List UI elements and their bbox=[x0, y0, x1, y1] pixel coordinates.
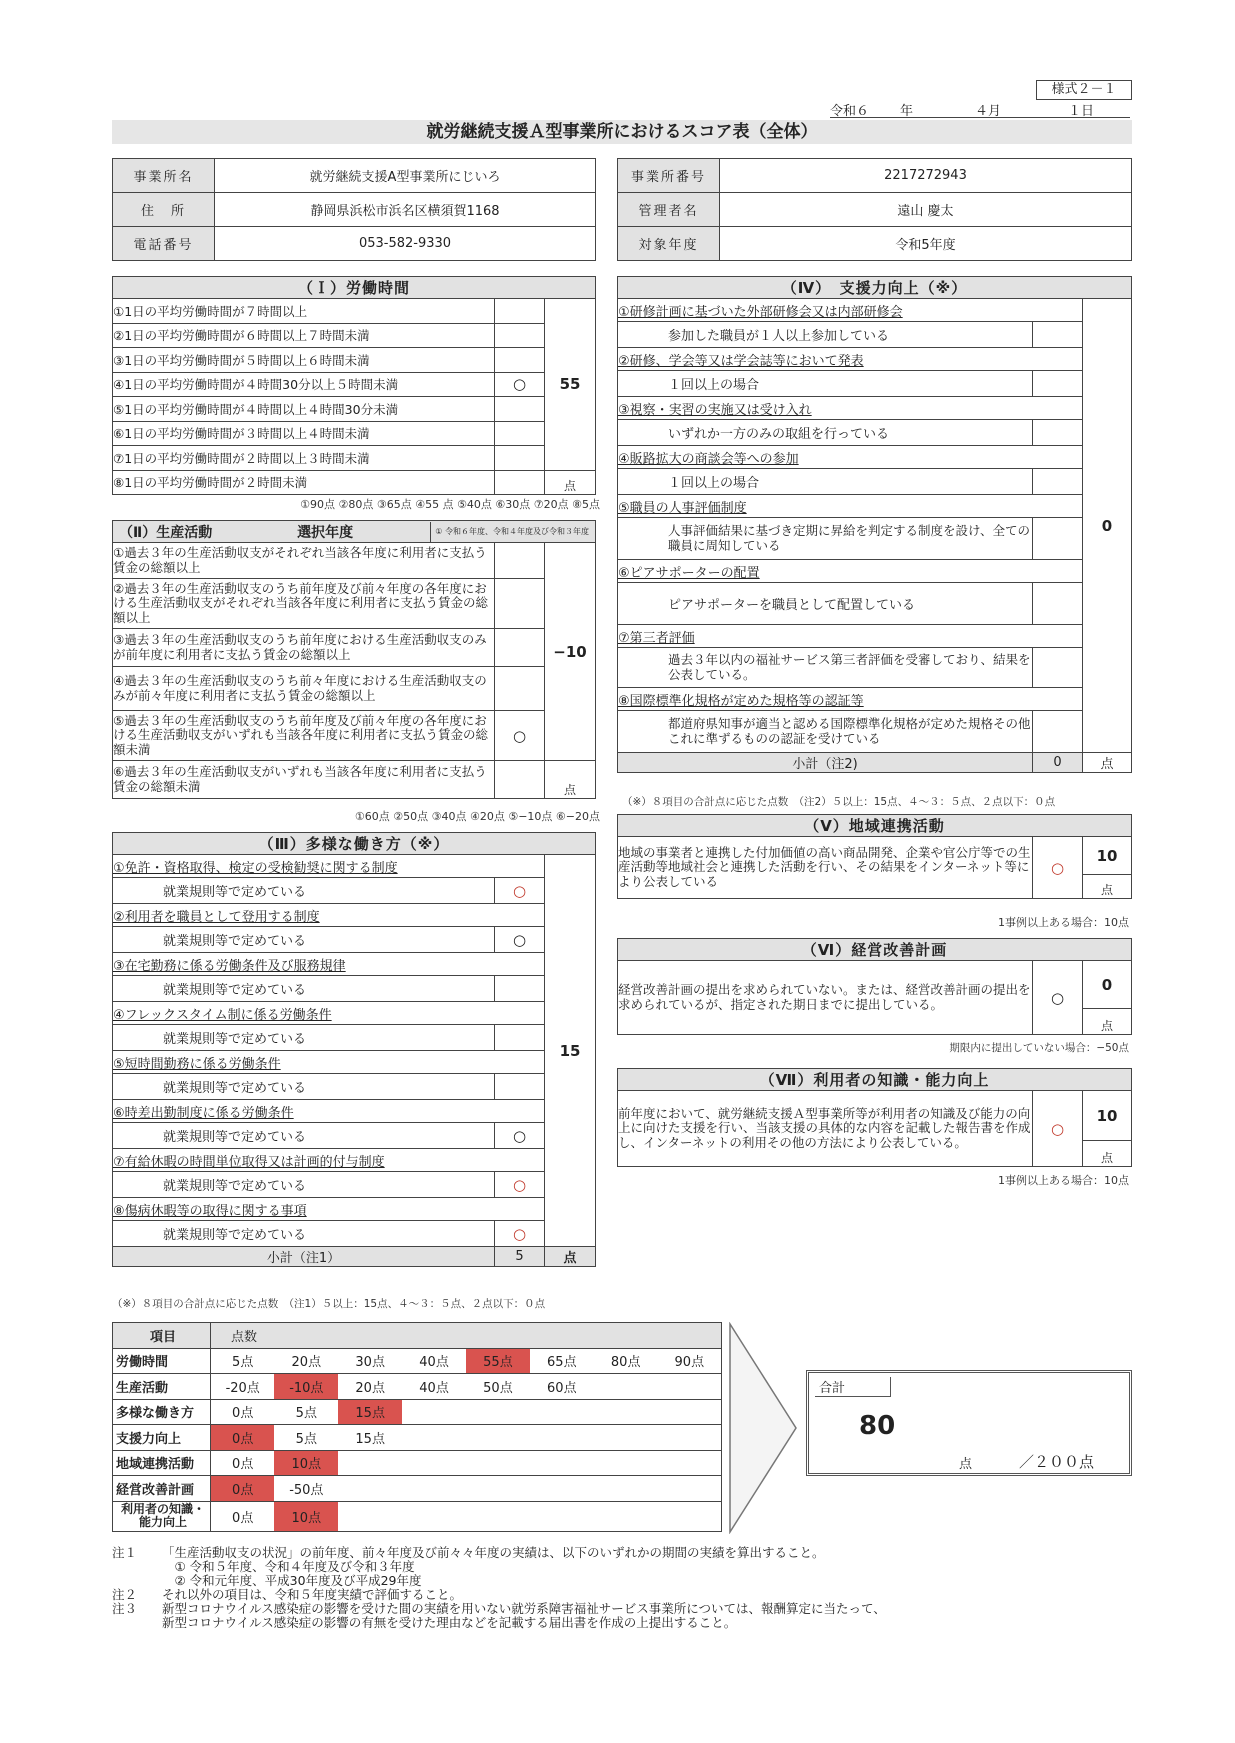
summary-cell-selected: 0点 bbox=[211, 1476, 275, 1502]
note-line: ① 令和５年度、令和４年度及び令和３年度 bbox=[162, 1559, 415, 1574]
info-label: 電話番号 bbox=[113, 227, 215, 261]
facility-phone: 053-582-9330 bbox=[215, 227, 596, 261]
note-line: 注３ 新型コロナウイルス感染症の影響を受けた間の実績を用いない就労系障害福祉サービス事業所については、報酬算定に当たって、 bbox=[112, 1601, 886, 1616]
unit-label: 点 bbox=[1083, 1009, 1132, 1035]
summary-cell: 90点 bbox=[658, 1348, 722, 1374]
criteria-row: ③過去３年の生産活動収支のうち前年度における生産活動収支のみが前年度に利用者に支払う賃金の総額以上 bbox=[113, 629, 495, 667]
score-value: 10 bbox=[1083, 1091, 1132, 1141]
summary-header-item: 項目 bbox=[113, 1323, 211, 1349]
criteria-row: ⑥1日の平均労働時間が３時間以上４時間未満 bbox=[113, 421, 495, 446]
total-unit: 点 bbox=[959, 1457, 973, 1472]
item-criteria: １回以上の場合 bbox=[618, 469, 1033, 495]
score-summary-table bbox=[112, 1322, 722, 1532]
check-mark: ○ bbox=[495, 1123, 545, 1149]
total-label: 合計 bbox=[815, 1377, 891, 1397]
item-heading: ⑤短時間勤務に係る労働条件 bbox=[113, 1051, 545, 1074]
item-criteria: 就業規則等で定めている bbox=[113, 1172, 495, 1198]
unit-label: 点 bbox=[545, 1247, 596, 1267]
note-line: 注１ 「生産活動収支の状況」の前年度、前々年度及び前々々年度の実績は、以下のいずれかの期間の実績を算出すること。 bbox=[112, 1545, 825, 1560]
summary-cell: -50点 bbox=[274, 1476, 338, 1502]
summary-cell: 5点 bbox=[211, 1348, 275, 1374]
section-note: （※）８項目の合計点に応じた点数 （注2）５以上：15点、４〜３：５点、２点以下：０点 bbox=[622, 796, 1056, 808]
date-era: 令和６ bbox=[830, 104, 870, 119]
item-criteria: 就業規則等で定めている bbox=[113, 976, 495, 1002]
check-mark: ○ bbox=[495, 927, 545, 953]
summary-cell: 20点 bbox=[274, 1348, 338, 1374]
item-criteria: 経営改善計画の提出を求められていない。または、経営改善計画の提出を求められているが、指定された期日までに提出している。 bbox=[618, 961, 1033, 1035]
check-mark: ○ bbox=[495, 878, 545, 904]
score-value: −10 bbox=[545, 543, 596, 761]
unit-label: 点 bbox=[1083, 875, 1132, 899]
target-year: 令和5年度 bbox=[720, 227, 1132, 261]
total-box bbox=[806, 1370, 1132, 1476]
unit-label: 点 bbox=[1083, 753, 1132, 773]
check-mark bbox=[495, 1025, 545, 1051]
item-criteria: 参加した職員が１人以上参加している bbox=[618, 322, 1033, 348]
item-criteria: １回以上の場合 bbox=[618, 371, 1033, 397]
total-value: 80 bbox=[859, 1411, 896, 1441]
summary-cell: 60点 bbox=[530, 1374, 594, 1400]
summary-cell: 30点 bbox=[338, 1348, 402, 1374]
section-title: （Ⅲ）多様な働き方（※） bbox=[113, 833, 596, 855]
summary-row-label: 生産活動 bbox=[113, 1374, 211, 1400]
check-mark: ○ bbox=[495, 372, 545, 397]
item-criteria: 前年度において、就労継続支援Ａ型事業所等が利用者の知識及び能力の向上に向けた支援を行い、当該支援の具体的な内容を記載した報告書を作成し、インターネットの利用その他の方法により公表している。 bbox=[618, 1091, 1033, 1167]
item-heading: ⑦第三者評価 bbox=[618, 625, 1083, 648]
section-user-skills bbox=[617, 1068, 1132, 1167]
info-right-table bbox=[617, 158, 1132, 261]
date-month: ４月 bbox=[975, 104, 1002, 119]
facility-address: 静岡県浜松市浜名区横須賀1168 bbox=[215, 193, 596, 227]
summary-cell: 65点 bbox=[530, 1348, 594, 1374]
item-heading: ⑥ピアサポーターの配置 bbox=[618, 560, 1083, 583]
criteria-row: ②1日の平均労働時間が６時間以上７時間未満 bbox=[113, 323, 495, 348]
section-support-capacity bbox=[617, 276, 1132, 773]
item-heading: ②研修、学会等又は学会誌等において発表 bbox=[618, 348, 1083, 371]
summary-cell: 5点 bbox=[274, 1425, 338, 1451]
page-title: 就労継続支援Ａ型事業所におけるスコア表（全体） bbox=[112, 120, 1132, 144]
criteria-row: ⑤過去３年の生産活動収支のうち前年度及び前々年度の各年度における生産活動収支がいずれも当該各年度に利用者に支払う賃金の総額未満 bbox=[113, 711, 495, 761]
section-title: （Ⅶ）利用者の知識・能力向上 bbox=[618, 1069, 1132, 1091]
check-mark: ○ bbox=[495, 711, 545, 761]
item-heading: ⑧国際標準化規格が定めた規格等の認証等 bbox=[618, 688, 1083, 711]
item-heading: ③視察・実習の実施又は受け入れ bbox=[618, 397, 1083, 420]
criteria-row: ⑥過去３年の生産活動収支がいずれも当該各年度に利用者に支払う賃金の総額未満 bbox=[113, 761, 495, 799]
summary-cell-selected: 0点 bbox=[211, 1425, 275, 1451]
item-heading: ⑦有給休暇の時間単位取得又は計画的付与制度 bbox=[113, 1149, 545, 1172]
section-note: （※）８項目の合計点に応じた点数 （注1）５以上：15点、４〜３：５点、２点以下：０点 bbox=[112, 1298, 546, 1310]
selected-year-note: ① 令和６年度、令和４年度及び令和３年度 bbox=[430, 522, 589, 542]
summary-cell-selected: 10点 bbox=[274, 1501, 338, 1531]
item-criteria: 過去３年以内の福祉サービス第三者評価を受審しており、結果を公表している。 bbox=[618, 648, 1033, 688]
date-year: 年 bbox=[900, 104, 914, 119]
criteria-row: ④過去３年の生産活動収支のうち前々年度における生産活動収支のみが前々年度に利用者に支払う賃金の総額以上 bbox=[113, 667, 495, 711]
info-label: 住 所 bbox=[113, 193, 215, 227]
criteria-row: ③1日の平均労働時間が５時間以上６時間未満 bbox=[113, 348, 495, 373]
item-heading: ③在宅勤務に係る労働条件及び服務規律 bbox=[113, 953, 545, 976]
unit-label: 点 bbox=[545, 470, 596, 495]
section-diverse-work bbox=[112, 832, 596, 1267]
item-criteria: 就業規則等で定めている bbox=[113, 927, 495, 953]
section-note: ①60点 ②50点 ③40点 ④20点 ⑤−10点 ⑥−20点 bbox=[354, 810, 600, 823]
summary-cell-selected: -10点 bbox=[274, 1374, 338, 1400]
info-label: 事業所名 bbox=[113, 159, 215, 193]
item-criteria: 人事評価結果に基づき定期に昇給を判定する制度を設け、全ての職員に周知している bbox=[618, 518, 1033, 560]
summary-cell: 15点 bbox=[338, 1425, 402, 1451]
info-label: 対象年度 bbox=[618, 227, 720, 261]
subtotal-value: 0 bbox=[1033, 753, 1083, 773]
summary-cell: 5点 bbox=[274, 1399, 338, 1425]
date-day: １日 bbox=[1068, 104, 1095, 119]
summary-row bbox=[113, 1399, 722, 1425]
summary-row bbox=[113, 1374, 722, 1400]
summary-row bbox=[113, 1425, 722, 1451]
item-criteria: ピアサポーターを職員として配置している bbox=[618, 583, 1033, 625]
item-criteria: 就業規則等で定めている bbox=[113, 1025, 495, 1051]
item-criteria: いずれか一方のみの取組を行っている bbox=[618, 420, 1033, 446]
item-heading: ⑤職員の人事評価制度 bbox=[618, 495, 1083, 518]
check-mark: ○ bbox=[1033, 961, 1083, 1035]
item-criteria: 地域の事業者と連携した付加価値の高い商品開発、企業や官公庁等での生産活動等地域社会と連携した活動を行い、その結果をインターネット等により公表している bbox=[618, 837, 1033, 899]
section-working-hours bbox=[112, 276, 596, 495]
check-mark bbox=[495, 1074, 545, 1100]
note-line: ② 令和元年度、平成30年度及び平成29年度 bbox=[162, 1573, 422, 1588]
subtotal-label: 小計（注1） bbox=[113, 1247, 495, 1267]
item-criteria: 都道府県知事が適当と認める国際標準化規格が定めた規格その他これに準ずるものの認証を受けている bbox=[618, 711, 1033, 753]
item-heading: ④販路拡大の商談会等への参加 bbox=[618, 446, 1083, 469]
summary-row-label: 地域連携活動 bbox=[113, 1450, 211, 1476]
manager-name: 遠山 慶太 bbox=[720, 193, 1132, 227]
facility-name: 就労継続支援A型事業所にじいろ bbox=[215, 159, 596, 193]
subtotal-label: 小計（注2) bbox=[618, 753, 1033, 773]
section-regional-collaboration bbox=[617, 814, 1132, 899]
criteria-row: ①1日の平均労働時間が７時間以上 bbox=[113, 299, 495, 324]
item-heading: ⑧傷病休暇等の取得に関する事項 bbox=[113, 1198, 545, 1221]
summary-cell: 0点 bbox=[211, 1501, 275, 1531]
criteria-row: ①過去３年の生産活動収支がそれぞれ当該各年度に利用者に支払う賃金の総額以上 bbox=[113, 543, 495, 579]
note-line: 新型コロナウイルス感染症の影響の有無を受けた理由などを記載する届出書を作成の上提出すること。 bbox=[162, 1615, 737, 1630]
facility-number: 2217272943 bbox=[720, 159, 1132, 193]
score-value: 0 bbox=[1083, 961, 1132, 1009]
summary-row-label: 利用者の知識・能力向上 bbox=[113, 1501, 211, 1531]
check-mark: ○ bbox=[1033, 1091, 1083, 1167]
note-line: 注２ それ以外の項目は、令和５年度実績で評価すること。 bbox=[112, 1587, 463, 1602]
section-management-plan bbox=[617, 938, 1132, 1035]
section-title: （Ｉ）労働時間 bbox=[113, 277, 596, 299]
criteria-row: ⑧1日の平均労働時間が２時間未満 bbox=[113, 470, 495, 495]
notes-block bbox=[112, 1546, 1132, 1630]
item-heading: ②利用者を職員として登用する制度 bbox=[113, 904, 545, 927]
summary-row-label: 多様な働き方 bbox=[113, 1399, 211, 1425]
item-criteria: 就業規則等で定めている bbox=[113, 1123, 495, 1149]
summary-cell: 40点 bbox=[402, 1374, 466, 1400]
summary-cell: 20点 bbox=[338, 1374, 402, 1400]
unit-label: 点 bbox=[1083, 1141, 1132, 1167]
summary-row-label: 労働時間 bbox=[113, 1348, 211, 1374]
section-title: （Ⅴ）地域連携活動 bbox=[618, 815, 1132, 837]
summary-cell: 0点 bbox=[211, 1450, 275, 1476]
check-mark: ○ bbox=[495, 1172, 545, 1198]
item-heading: ⑥時差出勤制度に係る労働条件 bbox=[113, 1100, 545, 1123]
summary-row bbox=[113, 1450, 722, 1476]
summary-row bbox=[113, 1476, 722, 1502]
item-heading: ①研修計画に基づいた外部研修会又は内部研修会 bbox=[618, 299, 1083, 322]
section-note: ①90点 ②80点 ③65点 ④55 点 ⑤40点 ⑥30点 ⑦20点 ⑧5点 bbox=[300, 498, 600, 511]
item-criteria: 就業規則等で定めている bbox=[113, 1074, 495, 1100]
section-note: 1事例以上ある場合：10点 bbox=[998, 916, 1129, 929]
arrow-right-icon bbox=[728, 1322, 798, 1534]
summary-cell: 50点 bbox=[466, 1374, 530, 1400]
summary-row-label: 支援力向上 bbox=[113, 1425, 211, 1451]
summary-row bbox=[113, 1501, 722, 1531]
summary-cell-selected: 15点 bbox=[338, 1399, 402, 1425]
section-title: （Ⅱ）生産活動 bbox=[119, 524, 213, 541]
summary-cell-selected: 55点 bbox=[466, 1348, 530, 1374]
criteria-row: ④1日の平均労働時間が４時間30分以上５時間未満 bbox=[113, 372, 495, 397]
summary-row-label: 経営改善計画 bbox=[113, 1476, 211, 1502]
date-line bbox=[830, 100, 1130, 118]
summary-cell: 0点 bbox=[211, 1399, 275, 1425]
info-left-table bbox=[112, 158, 596, 261]
criteria-row: ②過去３年の生産活動収支のうち前年度及び前々年度の各年度における生産活動収支がそれぞれ当該各年度に利用者に支払う賃金の総額以上 bbox=[113, 579, 495, 629]
info-label: 管理者名 bbox=[618, 193, 720, 227]
check-mark bbox=[495, 976, 545, 1002]
check-mark: ○ bbox=[1033, 837, 1083, 899]
item-heading: ④フレックスタイム制に係る労働条件 bbox=[113, 1002, 545, 1025]
score-value: 10 bbox=[1083, 837, 1132, 875]
item-criteria: 就業規則等で定めている bbox=[113, 1221, 495, 1247]
section-note: 期限内に提出していない場合：−50点 bbox=[949, 1042, 1129, 1054]
form-id: 様式２－１ bbox=[1036, 80, 1132, 100]
summary-row bbox=[113, 1348, 722, 1374]
summary-cell: 40点 bbox=[402, 1348, 466, 1374]
criteria-row: ⑦1日の平均労働時間が２時間以上３時間未満 bbox=[113, 446, 495, 471]
summary-header-score: 点数 bbox=[211, 1323, 722, 1349]
summary-cell-selected: 10点 bbox=[274, 1450, 338, 1476]
subtotal-value: 5 bbox=[495, 1247, 545, 1267]
section-note: 1事例以上ある場合：10点 bbox=[998, 1174, 1129, 1187]
item-heading: ①免許・資格取得、検定の受検勧奨に関する制度 bbox=[113, 855, 545, 878]
section-title: （Ⅵ）経営改善計画 bbox=[618, 939, 1132, 961]
total-max: ／２００点 bbox=[1019, 1453, 1095, 1471]
unit-label: 点 bbox=[545, 761, 596, 799]
item-criteria: 就業規則等で定めている bbox=[113, 878, 495, 904]
section-production bbox=[112, 520, 596, 799]
score-value: 55 bbox=[545, 299, 596, 471]
score-value: 15 bbox=[545, 855, 596, 1247]
info-label: 事業所番号 bbox=[618, 159, 720, 193]
score-value: 0 bbox=[1083, 299, 1132, 753]
summary-cell: -20点 bbox=[211, 1374, 275, 1400]
criteria-row: ⑤1日の平均労働時間が４時間以上４時間30分未満 bbox=[113, 397, 495, 422]
section-title: （Ⅳ） 支援力向上（※） bbox=[618, 277, 1132, 299]
check-mark: ○ bbox=[495, 1221, 545, 1247]
selected-year-label: 選択年度 bbox=[297, 524, 354, 541]
summary-cell: 80点 bbox=[594, 1348, 658, 1374]
